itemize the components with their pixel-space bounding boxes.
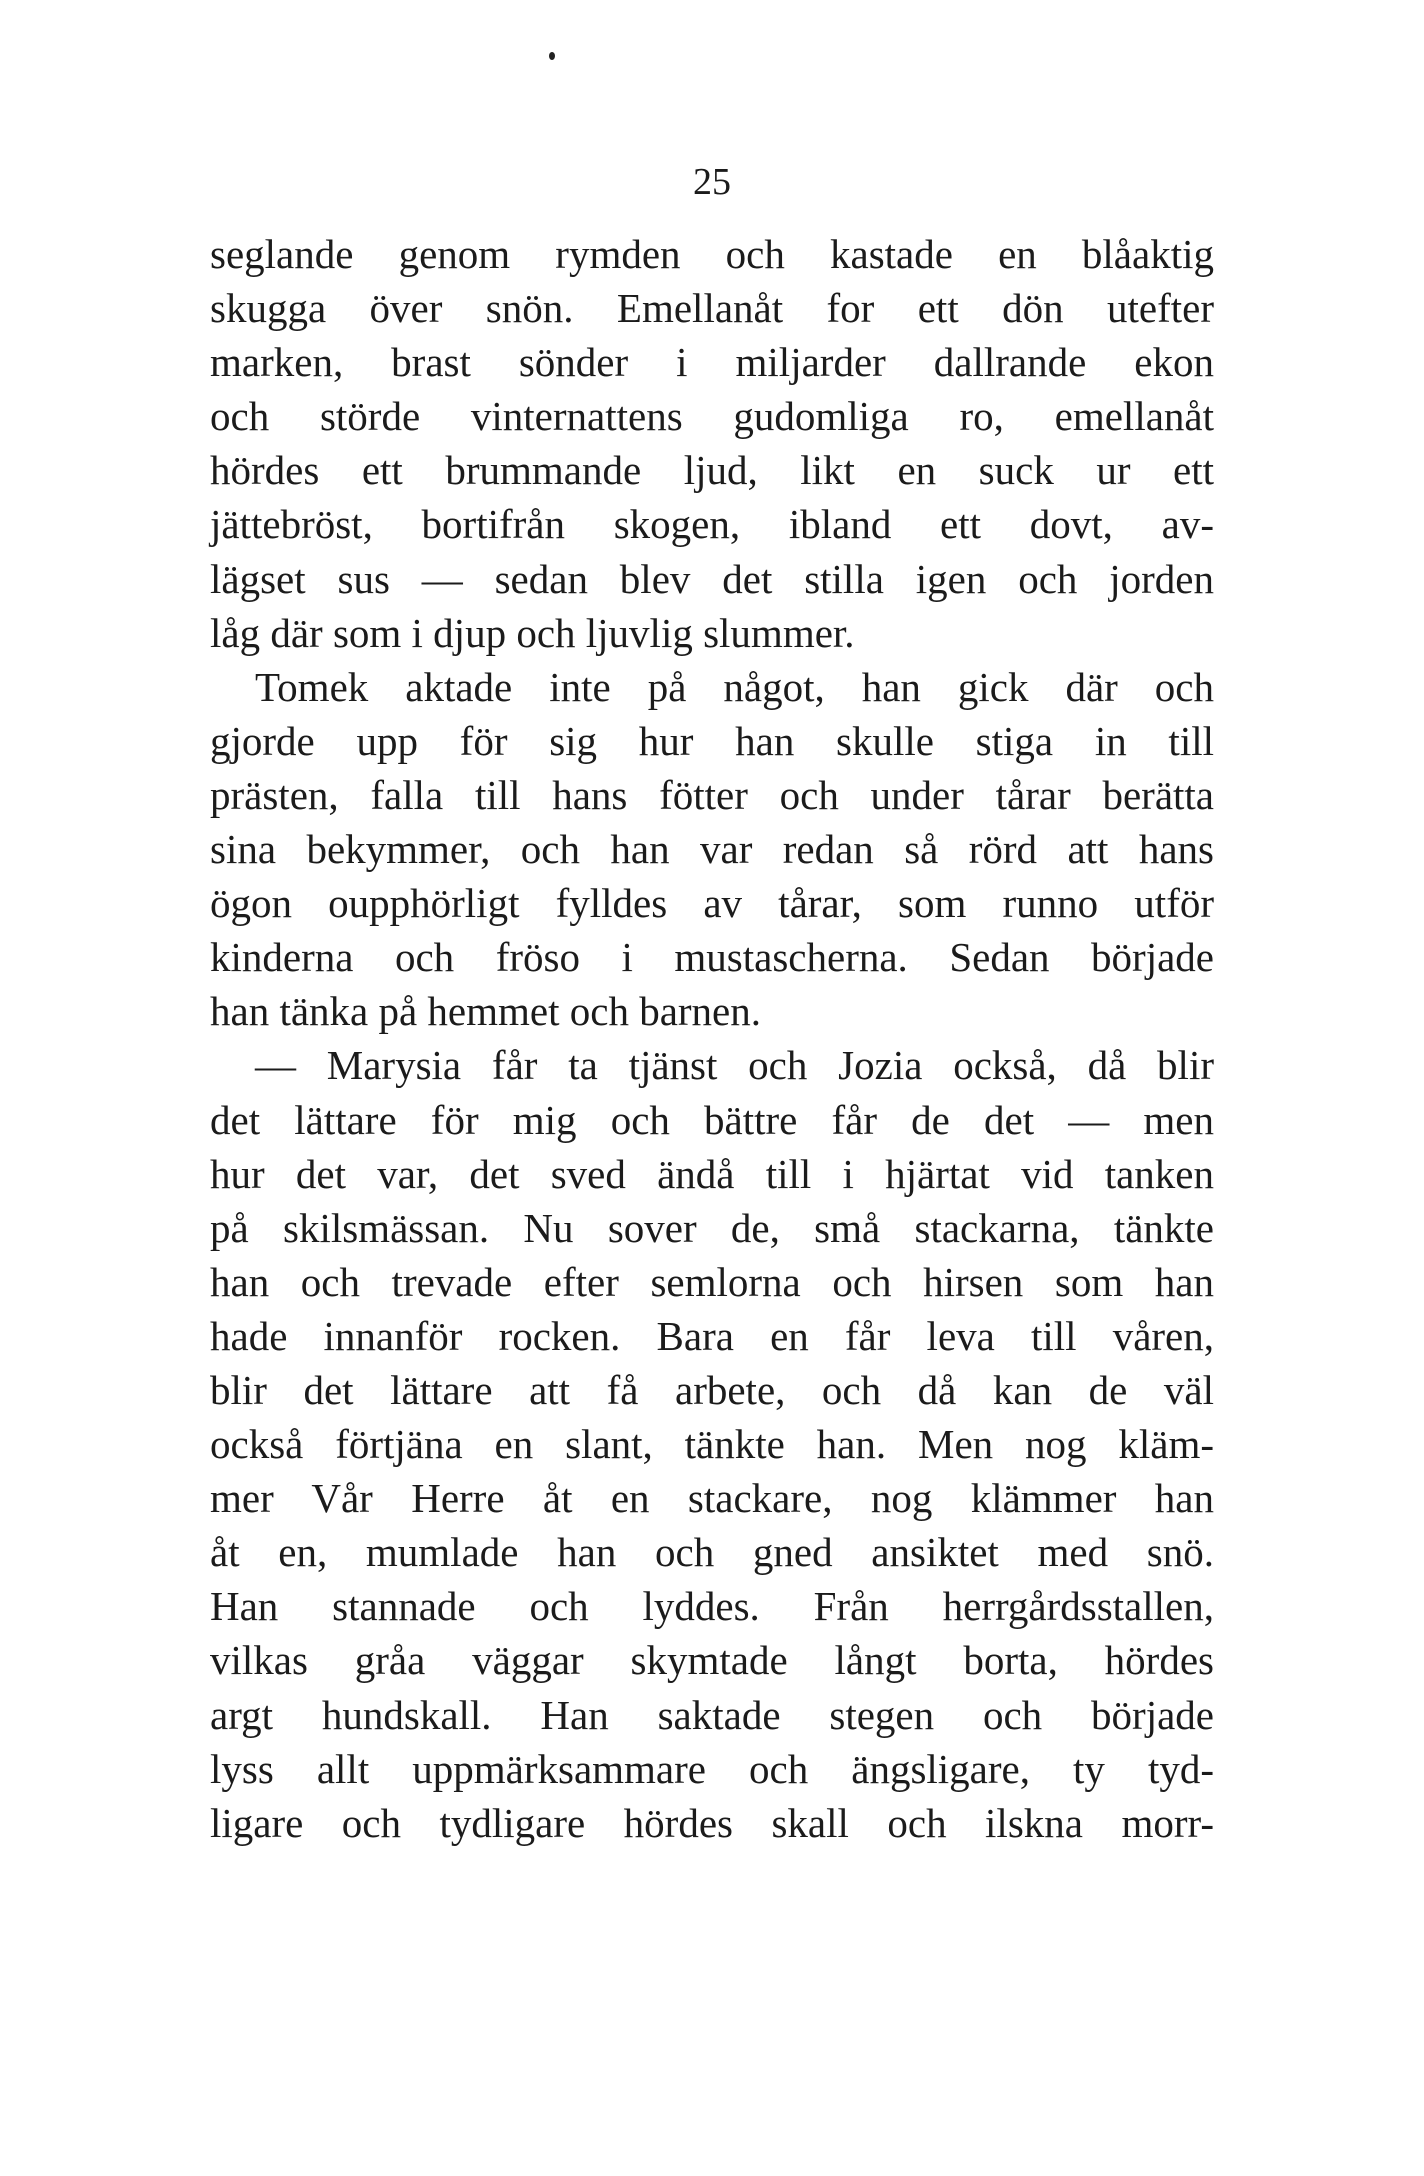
- text-line: åt en, mumlade han och gned ansiktet med snö.: [210, 1529, 1214, 1576]
- text-line: han och trevade efter semlorna och hirsen som han: [210, 1258, 1214, 1305]
- text-line: skugga över snön. Emellanåt for ett dön utefter: [210, 285, 1214, 332]
- page-number: 25: [693, 161, 731, 203]
- text-line: på skilsmässan. Nu sover de, små stackarna, tänkte: [210, 1204, 1214, 1251]
- text-line: det lättare för mig och bättre får de det — men: [210, 1096, 1214, 1143]
- text-line: hade innanför rocken. Bara en får leva till våren,: [210, 1312, 1214, 1359]
- text-line: blir det lättare att få arbete, och då kan de väl: [210, 1366, 1214, 1413]
- text-line: — Marysia får ta tjänst och Jozia också, då blir: [255, 1042, 1214, 1089]
- text-line: gjorde upp för sig hur han skulle stiga in till: [210, 717, 1214, 764]
- text-line: jättebröst, bortifrån skogen, ibland ett dovt, av-: [210, 501, 1214, 548]
- text-line: låg där som i djup och ljuvlig slummer.: [210, 609, 855, 656]
- text-line: han tänka på hemmet och barnen.: [210, 988, 761, 1035]
- text-line: seglande genom rymden och kastade en blåaktig: [210, 231, 1214, 277]
- ink-speck: [549, 52, 555, 60]
- text-line: ligare och tydligare hördes skall och ilskna morr-: [210, 1799, 1214, 1846]
- text-line: Han stannade och lyddes. Från herrgårdsstallen,: [210, 1583, 1214, 1630]
- text-line: kinderna och fröso i mustascherna. Sedan började: [210, 934, 1214, 981]
- text-line: och störde vinternattens gudomliga ro, emellanåt: [210, 393, 1214, 440]
- text-line: sina bekymmer, och han var redan så rörd att hans: [210, 826, 1214, 873]
- text-line: hur det var, det sved ändå till i hjärtat vid tanken: [210, 1150, 1214, 1197]
- body-text: [210, 227, 1214, 1850]
- text-line: argt hundskall. Han saktade stegen och började: [210, 1691, 1214, 1738]
- text-line: hördes ett brummande ljud, likt en suck ur ett: [210, 447, 1214, 494]
- text-line: lyss allt uppmärksammare och ängsligare, ty tyd-: [210, 1745, 1214, 1792]
- text-line: Tomek aktade inte på något, han gick där och: [255, 663, 1214, 710]
- text-line: ögon oupphörligt fylldes av tårar, som runno utför: [210, 880, 1214, 927]
- text-line: också förtjäna en slant, tänkte han. Men nog kläm-: [210, 1421, 1214, 1468]
- text-line: marken, brast sönder i miljarder dallrande ekon: [210, 339, 1214, 386]
- text-line: lägset sus — sedan blev det stilla igen och jorden: [210, 555, 1214, 602]
- text-line: prästen, falla till hans fötter och under tårar berätta: [210, 771, 1214, 818]
- text-line: mer Vår Herre åt en stackare, nog klämmer han: [210, 1475, 1214, 1522]
- text-line: vilkas gråa väggar skymtade långt borta, hördes: [210, 1637, 1214, 1684]
